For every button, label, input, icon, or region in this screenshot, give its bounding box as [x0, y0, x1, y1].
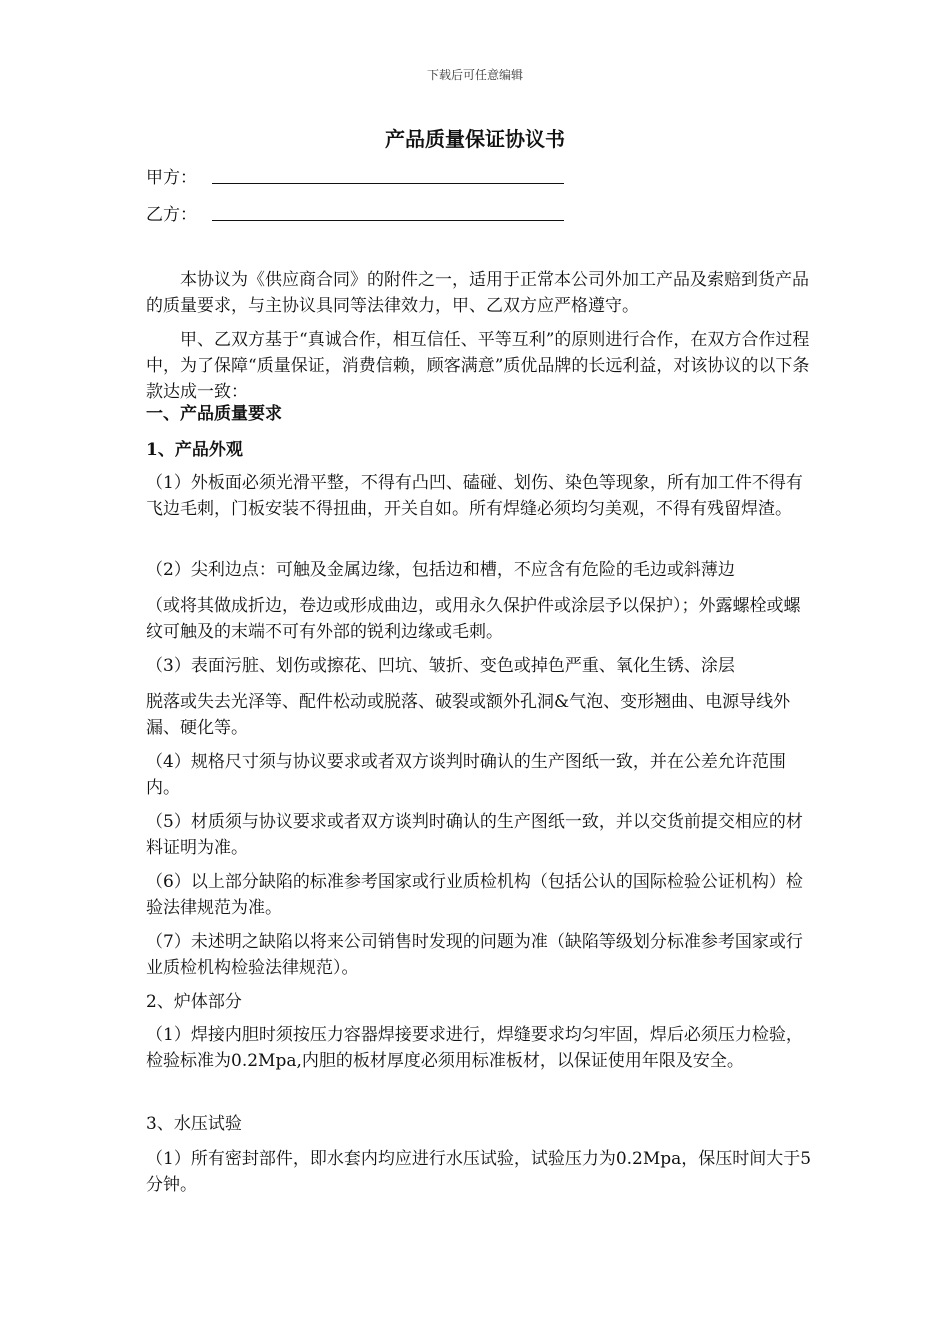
clause-1-5: （5）材质须与协议要求或者双方谈判时确认的生产图纸一致，并以交货前提交相应的材料证明为准。: [146, 812, 803, 858]
clause-3-1: （1）所有密封部件，即水套内均应进行水压试验，试验压力为0.2Mpa，保压时间大于5分钟。: [146, 1149, 812, 1195]
party-b-blank-line: [212, 220, 564, 221]
party-b-field: [146, 200, 197, 225]
section-heading-1: 一、产品质量要求: [146, 404, 282, 424]
clause-1-3-continued: 脱落或失去光泽等、配件松动或脱落、破裂或额外孔洞&气泡、变形翘曲、电源导线外漏、硬化等。: [146, 692, 791, 738]
clause-1-1: （1）外板面必须光滑平整，不得有凸凹、磕碰、划伤、染色等现象，所有加工件不得有飞边毛刺，门板安装不得扭曲，开关自如。所有焊缝必须均匀美观，不得有残留焊渣。: [146, 473, 803, 519]
party-a-blank-line: [212, 183, 564, 184]
clause-1-3-line-1: （3）表面污脏、划伤或擦花、凹坑、皱折、变色或掉色严重、氧化生锈、涂层: [146, 656, 735, 676]
clause-1-4: （4）规格尺寸须与协议要求或者双方谈判时确认的生产图纸一致，并在公差允许范围内。: [146, 752, 786, 798]
intro-paragraph-1: 本协议为《供应商合同》的附件之一，适用于正常本公司外加工产品及索赔到货产品的质量要求，与主协议具同等法律效力，甲、乙双方应严格遵守。: [146, 270, 809, 316]
clause-1-7: （7）未述明之缺陷以将来公司销售时发现的问题为准（缺陷等级划分标准参考国家或行业质检机构检验法律规范）。: [146, 932, 803, 978]
clause-1-2-continued: （或将其做成折边，卷边或形成曲边，或用永久保护件或涂层予以保护）；外露螺栓或螺纹可触及的末端不可有外部的锐利边缘或毛刺。: [146, 596, 801, 642]
document-title: 产品质量保证协议书: [385, 127, 565, 151]
subsection-heading-1: 1、产品外观: [146, 440, 243, 460]
subsection-heading-3: 3、水压试验: [146, 1114, 242, 1134]
intro-paragraph-2: 甲、乙双方基于“真诚合作，相互信任、平等互利”的原则进行合作，在双方合作过程中，为了保障“质量保证，消费信赖，顾客满意”质优品牌的长远利益，对该协议的以下条款达成一致：: [146, 330, 810, 402]
clause-1-2-line-1: （2）尖利边点：可触及金属边缘，包括边和槽，不应含有危险的毛边或斜薄边: [146, 560, 735, 580]
clause-1-6: （6）以上部分缺陷的标准参考国家或行业质检机构（包括公认的国际检验公证机构）检验法律规范为准。: [146, 872, 803, 918]
party-b-label: 乙方：: [146, 205, 197, 225]
subsection-heading-2: 2、炉体部分: [146, 992, 242, 1012]
party-a-label: 甲方：: [146, 168, 197, 188]
clause-2-1: （1）焊接内胆时须按压力容器焊接要求进行，焊缝要求均匀牢固，焊后必须压力检验，检验标准为0.2Mpa,内胆的板材厚度必须用标准板材，以保证使用年限及安全。: [146, 1025, 803, 1071]
party-a-field: [146, 163, 197, 188]
header-note: 下载后可任意编辑: [426, 68, 523, 82]
